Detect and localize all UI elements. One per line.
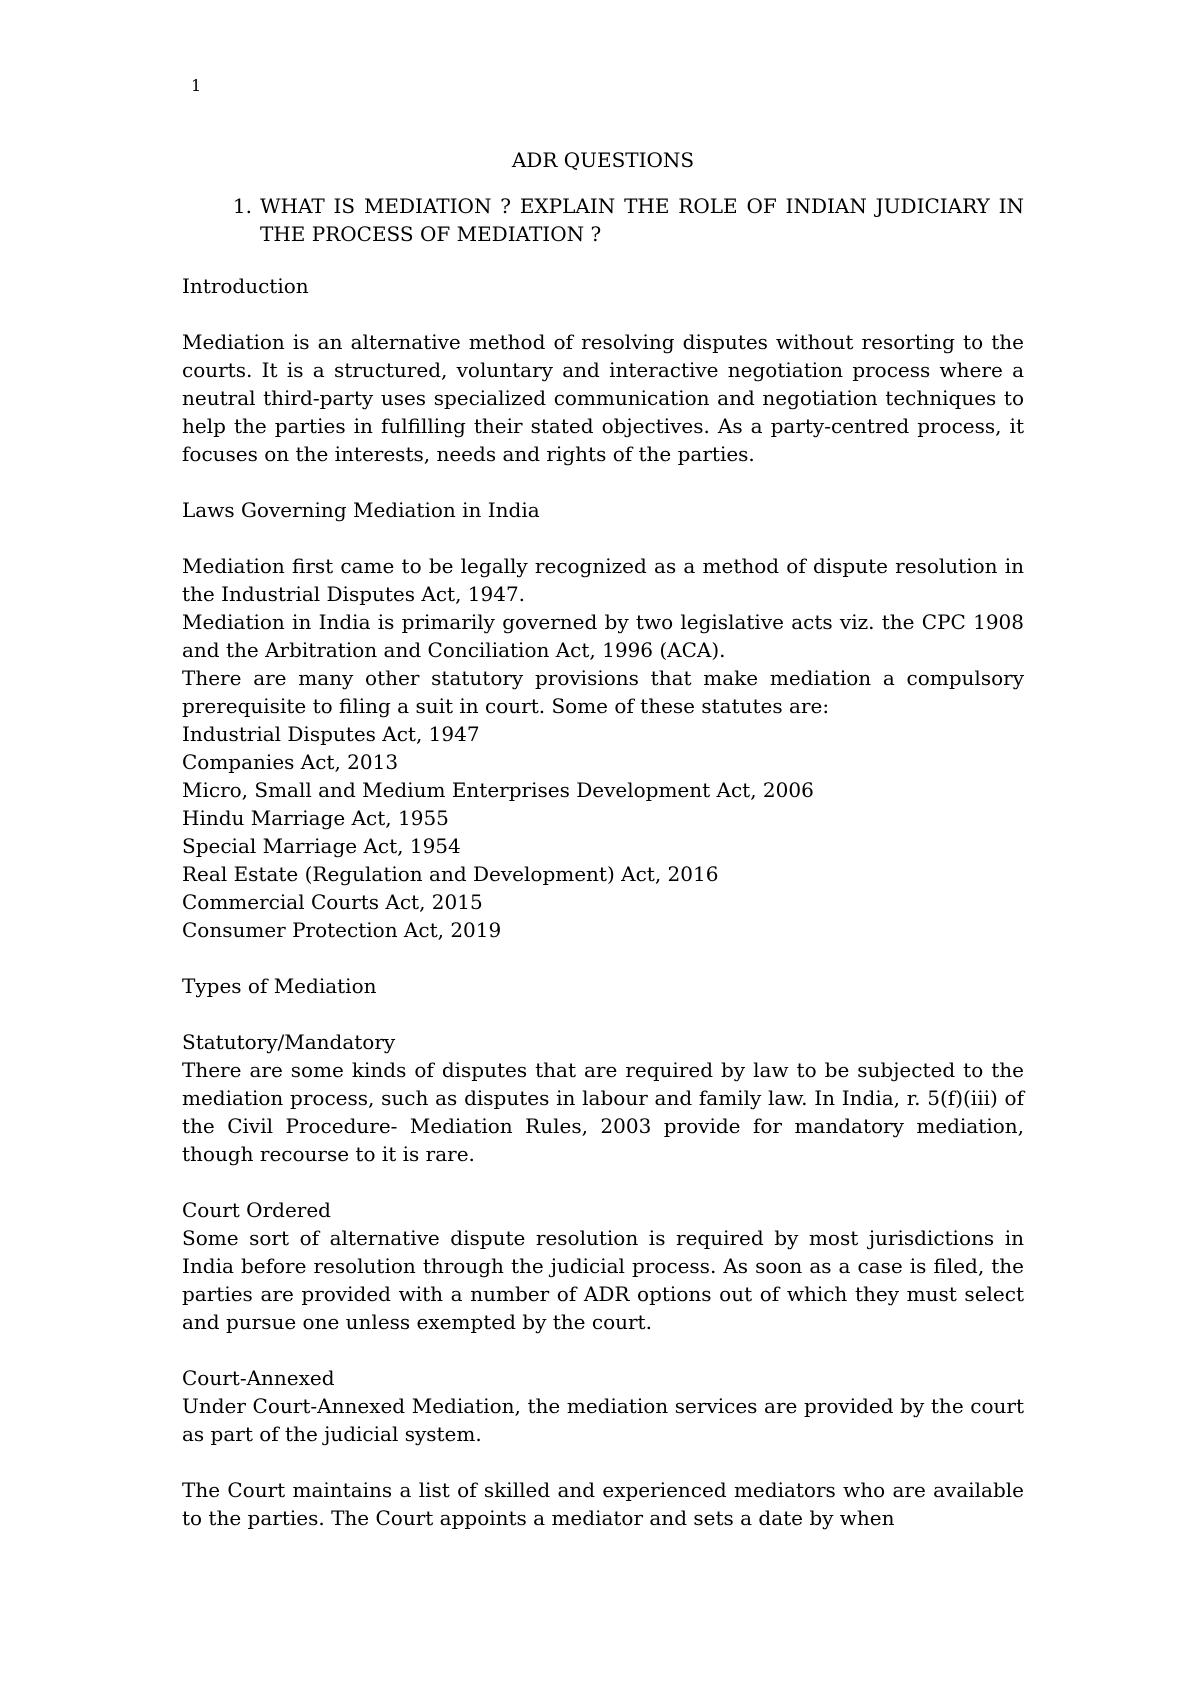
- section-heading-laws: Laws Governing Mediation in India: [182, 498, 540, 522]
- type-court-annexed: [182, 1364, 1024, 1448]
- question-number: 1.: [232, 194, 252, 218]
- type-statutory: [182, 1028, 1024, 1168]
- subheading-court-ordered: Court Ordered: [182, 1198, 331, 1222]
- list-item: Micro, Small and Medium Enterprises Development Act, 2006: [182, 778, 814, 802]
- paragraph-court-annexed-2: The Court maintains a list of skilled and experienced mediators who are available to the parties. The Court appoints a mediator and sets a date by when: [182, 1478, 1024, 1530]
- statutes-list: [182, 720, 1024, 944]
- page-number: 1: [191, 76, 202, 95]
- subheading-court-annexed: Court-Annexed: [182, 1366, 335, 1390]
- section-heading-types: Types of Mediation: [182, 974, 377, 998]
- paragraph-introduction: Mediation is an alternative method of resolving disputes without resorting to the courts. It is a structured, voluntary and interactive negotiation process where a neutral third-party uses specialized communication and negotiation techniques to help the parties in fulfilling their stated objectives. As a party-centred process, it focuses on the interests, needs and rights of the parties.: [182, 330, 1024, 466]
- paragraph-statutory: There are some kinds of disputes that are required by law to be subjected to the mediation process, such as disputes in labour and family law. In India, r. 5(f)(iii) of the Civil Procedure- Mediation Rules, 2003 provide for mandatory mediation, though recourse to it is rare.: [182, 1058, 1024, 1166]
- list-item: Consumer Protection Act, 2019: [182, 918, 502, 942]
- question-text: WHAT IS MEDIATION ? EXPLAIN THE ROLE OF INDIAN JUDICIARY IN THE PROCESS OF MEDIATION ?: [260, 194, 1024, 246]
- paragraph-court-annexed: Under Court-Annexed Mediation, the mediation services are provided by the court as part of the judicial system.: [182, 1394, 1024, 1446]
- document-title: ADR QUESTIONS: [511, 148, 695, 172]
- list-item: Companies Act, 2013: [182, 750, 399, 774]
- document-body: [182, 146, 1024, 1532]
- list-item: Special Marriage Act, 1954: [182, 834, 461, 858]
- list-item: Real Estate (Regulation and Development) Act, 2016: [182, 862, 719, 886]
- list-item: Hindu Marriage Act, 1955: [182, 806, 449, 830]
- section-heading-introduction: Introduction: [182, 274, 309, 298]
- type-court-ordered: [182, 1196, 1024, 1336]
- paragraph-court-ordered: Some sort of alternative dispute resolution is required by most jurisdictions in India before resolution through the judicial process. As soon as a case is filed, the parties are provided with a number of ADR options out of which they must select and pursue one unless exempted by the court.: [182, 1226, 1024, 1334]
- paragraph-laws-2: Mediation in India is primarily governed by two legislative acts viz. the CPC 1908 and the Arbitration and Conciliation Act, 1996 (ACA).: [182, 610, 1024, 662]
- paragraph-laws-3: There are many other statutory provisions that make mediation a compulsory prerequisite to filing a suit in court. Some of these statutes are:: [182, 666, 1024, 718]
- question-heading: [182, 192, 1024, 248]
- paragraph-laws-1: Mediation first came to be legally recognized as a method of dispute resolution in the Industrial Disputes Act, 1947.: [182, 554, 1024, 606]
- subheading-statutory: Statutory/Mandatory: [182, 1030, 396, 1054]
- list-item: Commercial Courts Act, 2015: [182, 890, 483, 914]
- list-item: Industrial Disputes Act, 1947: [182, 722, 480, 746]
